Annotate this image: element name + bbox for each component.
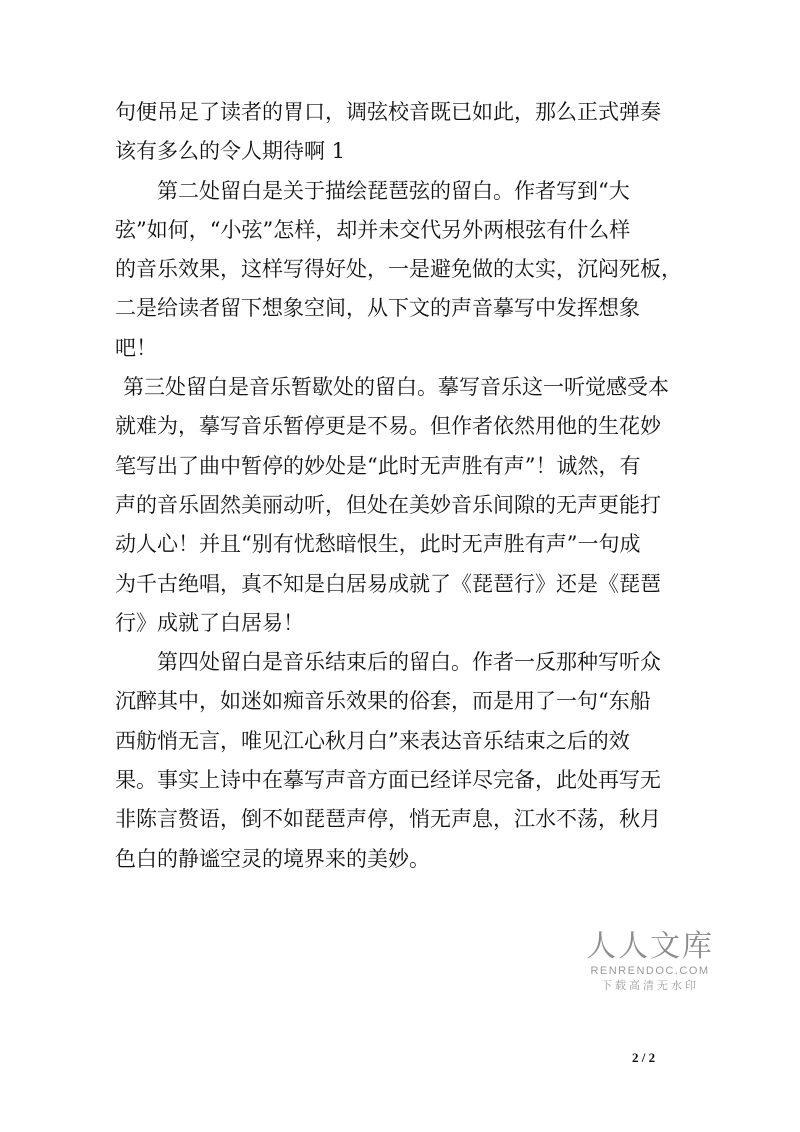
text-line: 吧！ <box>115 335 157 360</box>
watermark-logo: 人人文库 <box>586 929 714 964</box>
watermark-url: RENRENDOC.COM <box>590 965 710 977</box>
paragraph-1 <box>115 93 690 172</box>
paragraph-4 <box>115 643 690 682</box>
text-line: 句便吊足了读者的胃口，调弦校音既已如此，那么正式弹奏 <box>115 100 661 124</box>
text-line: 该有多么的令人期待啊 1 <box>115 139 346 164</box>
paragraph-2 <box>115 172 690 211</box>
text-line: 第二处留白是关于描绘琵琶弦的留白。作者写到“大 <box>157 178 630 203</box>
text-line: 果。事实上诗中在摹写声音方面已经详尽完备，此处再写无 <box>115 768 661 793</box>
text-line: 二是给读者留下想象空间，从下文的声音摹写中发挥想象 <box>115 296 640 321</box>
text-line: 第四处留白是音乐结束后的留白。作者一反那种写听众 <box>157 650 661 675</box>
text-line: 声的音乐固然美丽动听，但处在美妙音乐间隙的无声更能打 <box>115 492 661 517</box>
document-body <box>115 93 690 879</box>
text-line: 就难为，摹写音乐暂停更是不易。但作者依然用他的生花妙 <box>115 414 661 439</box>
text-line: 沉醉其中，如迷如痴音乐效果的俗套，而是用了一句“东船 <box>115 689 651 714</box>
text-line: 为千古绝唱，真不知是白居易成就了《琵琶行》还是《琵琶 <box>115 571 661 596</box>
paragraph-4-cont <box>115 682 690 878</box>
text-line: 色白的静谧空灵的境界来的美妙。 <box>115 846 430 871</box>
watermark-subtitle: 下载高清无水印 <box>601 979 699 992</box>
paragraph-2-cont <box>115 211 690 368</box>
text-line: 第三处留白是音乐暂歇处的留白。摹写音乐这一听觉感受本 <box>123 375 669 400</box>
paragraph-3 <box>115 368 690 407</box>
text-line: 的音乐效果，这样写得好处，一是避免做的太实，沉闷死板， <box>115 257 682 282</box>
text-line: 弦”如何，“小弦”怎样，却并未交代另外两根弦有什么样 <box>115 217 631 242</box>
text-line: 行》成就了白居易！ <box>115 610 304 635</box>
text-line: 非陈言赘语，倒不如琵琶声停，悄无声息，江水不荡，秋月 <box>115 807 661 832</box>
text-line: 动人心！并且“别有忧愁暗恨生，此时无声胜有声”一句成 <box>115 532 641 557</box>
paragraph-3-cont <box>115 407 690 643</box>
page-number: 2 / 2 <box>632 1050 656 1065</box>
watermark <box>585 930 715 994</box>
text-line: 西舫悄无言，唯见江心秋月白”来表达音乐结束之后的效 <box>115 728 630 753</box>
text-line: 笔写出了曲中暂停的妙处是“此时无声胜有声”！诚然，有 <box>115 453 641 478</box>
